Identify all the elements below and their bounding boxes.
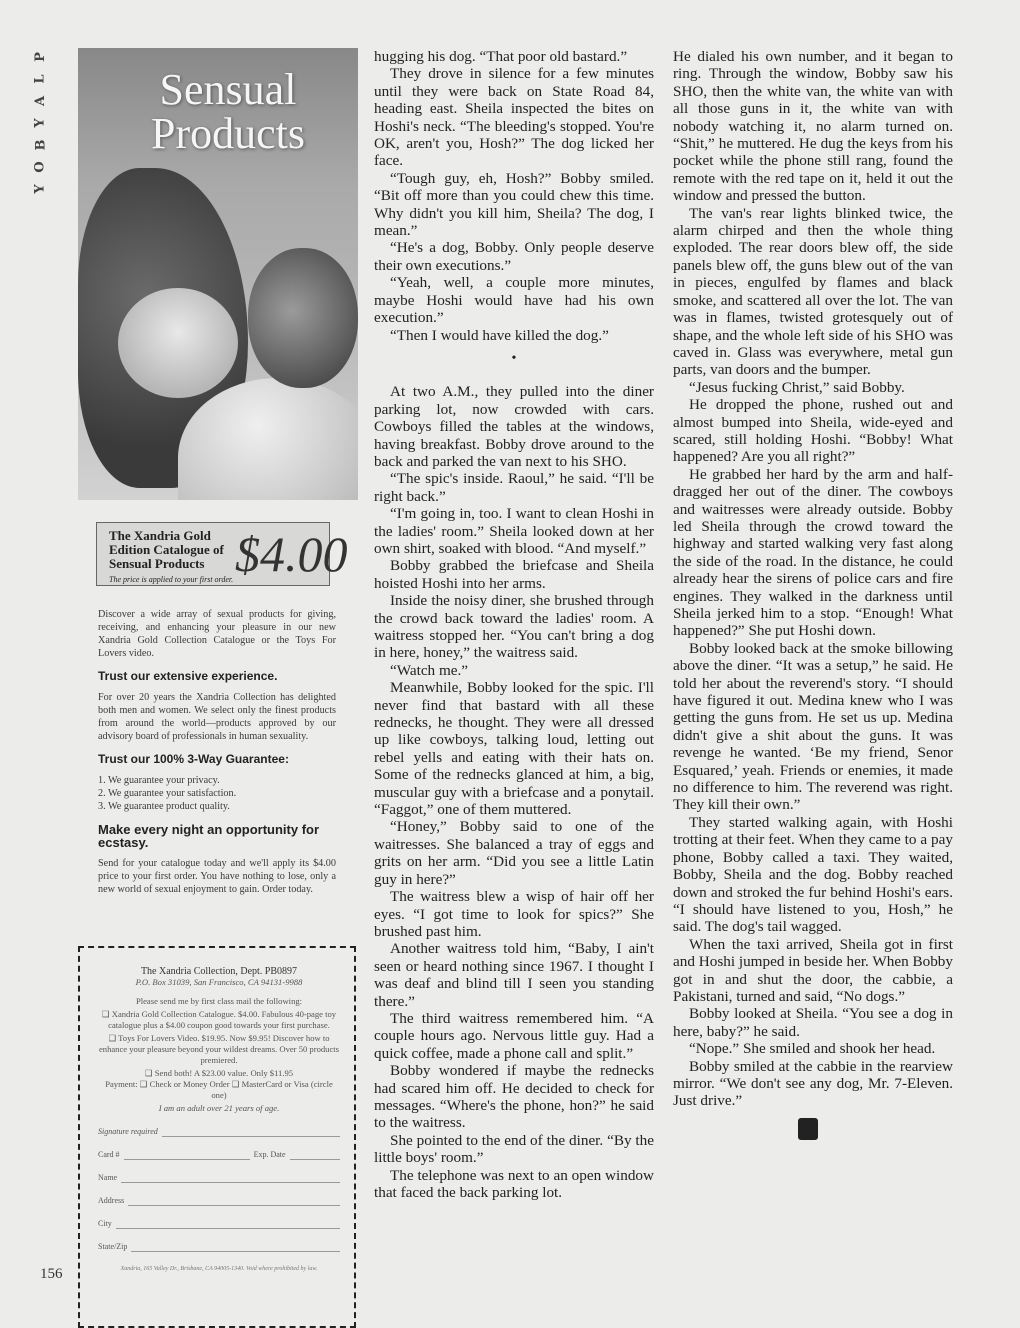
paragraph: Bobby looked at Sheila. “You see a dog in here, baby?” he said. (673, 1005, 953, 1040)
coupon-payment[interactable]: Payment: ❑ Check or Money Order ❑ MasterCard or Visa (circle one) (105, 1079, 333, 1100)
paragraph: Another waitress told him, “Baby, I ain't seen or heard nothing since 1967. I thought I was deaf and blind till I seen you standing there.” (374, 940, 654, 1010)
running-head: P L A Y B O Y (32, 52, 48, 194)
guarantee-list (98, 774, 336, 813)
offer-price: $4.00 (235, 526, 348, 582)
paragraph: hugging his dog. “That poor old bastard.” (374, 48, 628, 65)
paragraph: Bobby smiled at the cabbie in the rearview mirror. “We don't see any dog, Mr. 7-Eleven. Just drive.” (673, 1057, 953, 1110)
ad-heading: Trust our extensive experience. (98, 669, 278, 683)
paragraph: “Then I would have killed the dog.” (390, 326, 609, 344)
coupon-fine-print: Xandria, 165 Valley Dr., Brisbane, CA 94005-1340. Void where prohibited by law. (120, 1266, 318, 1272)
paragraph: “The spic's inside. Raoul,” he said. “I'll be right back.” (374, 470, 654, 505)
coupon-option-video[interactable]: ❑ Toys For Lovers Video. $19.95. Now $9.95! Discover how to enhance your pleasure beyond your wildest dreams. Over 50 products premiered. (98, 1033, 340, 1065)
coupon-option-catalogue[interactable]: ❑ Xandria Gold Collection Catalogue. $4.00. Fabulous 40-page toy catalogue plus a $4.00 coupon good towards your first purchase. (101, 1009, 337, 1030)
paragraph: At two A.M., they pulled into the diner parking lot, now crowded with cars. Cowboys filled the tables at the windows, having breakfast. Bobby drove around to the back and parked the van next to his SHO. (374, 383, 654, 470)
paragraph: “Watch me.” (390, 661, 469, 679)
paragraph: “I'm going in, too. I want to clean Hoshi in the ladies' room.” Sheila looked down at her own shirt, soaked with blood. “And myself.” (374, 505, 654, 557)
paragraph: “He's a dog, Bobby. Only people deserve their own executions.” (374, 239, 654, 274)
paragraph: They started walking again, with Hoshi trotting at their feet. When they came to a pay phone, Bobby called a taxi. They waited, Bobby, Sheila and the dog. Bobby reached down and stroked the fur behind Hoshi's ears. “I should have listened to you, Hosh,” he said. The dog's tail wagged. (673, 813, 953, 936)
paragraph: The van's rear lights blinked twice, the alarm chirped and then the whole thing exploded. The rear doors blew off, the side panels blew off, the guns blew out of the van in pieces, engulfed by flames and black smoke, and scattered all over the lot. The van was in flames, twisted grotesquely out of shape, and the whole left side of his SHO was caved in. Glass was everywhere, metal gun parts, van doors and the bumper. (673, 204, 953, 379)
page-number: 156 (40, 1266, 63, 1282)
offer-note: The price is applied to your first order. (109, 575, 234, 584)
paragraph: Bobby looked back at the smoke billowing above the diner. “It was a setup,” he said. He told her about the reverend's story. “I should have figured it out. Medina knew who I was getting the guns from. He set us up. Medina didn't give a shit about the guns. It was revenge he wanted. ‘Be my friend, Senor Esquared,’ yeah. Friends or enemies, it made no difference to him. The reverend was right. They kill their own.” (673, 639, 953, 814)
paragraph: She pointed to the end of the diner. “By the little boys' room.” (374, 1131, 654, 1167)
paragraph: He grabbed her hard by the arm and half-dragged her out of the diner. The cowboys and waitresses were already outside. Bobby led Sheila through the crowd toward the highway and started walking very fast along the side of the road. In the distance, he could already hear the sirens of police cars and fire engines. They walked in the darkness until Sheila jerked him to a stop. “Enough! What happened?” She put Hoshi down. (673, 465, 953, 640)
city-field[interactable]: City (98, 1218, 340, 1229)
coupon-adult: I am an adult over 21 years of age. (158, 1103, 280, 1113)
ad-title: Sensual Products (151, 65, 305, 158)
paragraph: Inside the noisy diner, she brushed through the crowd back toward the ladies' room. A waitress stopped her. “You can't bring a dog in here, honey,” the waitress said. (374, 592, 654, 662)
paragraph: He dialed his own number, and it began to ring. Through the window, Bobby saw his SHO, then the white van, the white van with all those guns in it, the white van with nobody watching it, no alarm turned on. “Shit,” he muttered. He dug the keys from his pocket while the phone still rang, found the remote with the red tape on it, held it out the window and pressed the button. (673, 48, 953, 205)
paragraph: “Nope.” She smiled and shook her head. (689, 1040, 936, 1058)
advertisement (78, 48, 358, 1272)
paragraph: When the taxi arrived, Sheila got in first and Hoshi jumped in beside her. When Bobby got in and shut the door, the cabbie, a Pakistani, turned and said, “No dogs.” (673, 935, 953, 1005)
paragraph: “Tough guy, eh, Hosh?” Bobby smiled. “Bit off more than you could chew this time. Why didn't you kill him, Sheila? The dog, I mean.” (374, 169, 654, 240)
offer-box (96, 522, 348, 586)
state-zip-field[interactable]: State/Zip (98, 1241, 340, 1252)
order-coupon[interactable] (78, 946, 356, 1328)
paragraph: They drove in silence for a few minutes until they were back on State Road 84, heading east. Sheila inspected the bites on Hoshi's neck. “The bleeding's stopped. You're OK, aren't you, Hosh?” The dog licked her face. (374, 65, 654, 170)
story-column-2 (673, 48, 953, 1140)
list-item: 3. We guarantee product quality. (98, 801, 230, 812)
paragraph: “Jesus fucking Christ,” said Bobby. (689, 378, 905, 396)
coupon-company: The Xandria Collection, Dept. PB0897 (140, 966, 298, 977)
coupon-option-both[interactable]: ❑ Send both! A $23.00 value. Only $11.95 (144, 1068, 294, 1078)
name-field[interactable]: Name (98, 1172, 340, 1183)
rabbit-head-end-icon (798, 1118, 818, 1140)
paragraph: Bobby wondered if maybe the rednecks had scared him off. He decided to check for messages. “Where's the phone, hon?” he said to the waitress. (374, 1062, 654, 1132)
coupon-request: Please send me by first class mail the following: (135, 996, 303, 1006)
ad-intro: Discover a wide array of sexual products for giving, receiving, and enhancing your pleasure in our new Xandria Gold Collection Catalogue or the Toys For Lovers video. (98, 609, 336, 659)
story-column-1 (374, 48, 654, 1201)
coupon-address: P.O. Box 31039, San Francisco, CA 94131-9988 (135, 977, 303, 987)
paragraph: He dropped the phone, rushed out and almost bumped into Sheila, wide-eyed and scared, still holding Hoshi. “Bobby! What happened? Are you all right?” (673, 396, 953, 466)
paragraph: Bobby grabbed the briefcase and Sheila hoisted Hoshi into her arms. (374, 557, 654, 592)
paragraph: “Honey,” Bobby said to one of the waitresses. She balanced a tray of eggs and grits on her arm. “Did you see a little Latin guy in here?” (374, 818, 654, 888)
ad-heading: Make every night an opportunity for ecstasy. (98, 822, 320, 850)
section-break: • (511, 350, 517, 366)
paragraph: The telephone was next to an open window that faced the back parking lot. (374, 1166, 654, 1201)
ad-heading: Trust our 100% 3-Way Guarantee: (98, 752, 289, 766)
ad-paragraph: Send for your catalogue today and we'll apply its $4.00 price to your first order. You have nothing to lose, only a new world of sexual enjoyment to gain. Order today. (98, 858, 336, 895)
signature-field[interactable]: Signature required (98, 1126, 340, 1137)
paragraph: The third waitress remembered him. “A couple hours ago. Nervous little guy. Had a quick coffee, made a phone call and split.” (374, 1009, 654, 1062)
card-field[interactable]: Card # Exp. Date (98, 1149, 340, 1160)
paragraph: “Yeah, well, a couple more minutes, maybe Hoshi would have had his own execution.” (374, 274, 654, 327)
paragraph: Meanwhile, Bobby looked for the spic. I'll never find that bastard with all these rednecks, he thought. They were all dressed up like cowboys, talking loud, letting out rebel yells and eating with their hats on. Some of the rednecks glanced at him, a big, muscular guy with a briefcase and a ponytail. “Faggot,” one of them muttered. (374, 679, 654, 819)
offer-title: The Xandria Gold Edition Catalogue of Sensual Products (109, 528, 224, 571)
address-field[interactable]: Address (98, 1195, 340, 1206)
list-item: 2. We guarantee your satisfaction. (98, 788, 237, 799)
paragraph: The waitress blew a wisp of hair off her eyes. “I got time to look for spics?” She brushed past him. (374, 888, 654, 940)
ad-body (98, 608, 336, 896)
ad-paragraph: For over 20 years the Xandria Collection has delighted both men and women. We select only the finest products from around the world—products approved by our advisory board of professionals in human sexuality. (98, 692, 336, 742)
ad-photo (78, 48, 358, 500)
list-item: 1. We guarantee your privacy. (98, 775, 220, 786)
